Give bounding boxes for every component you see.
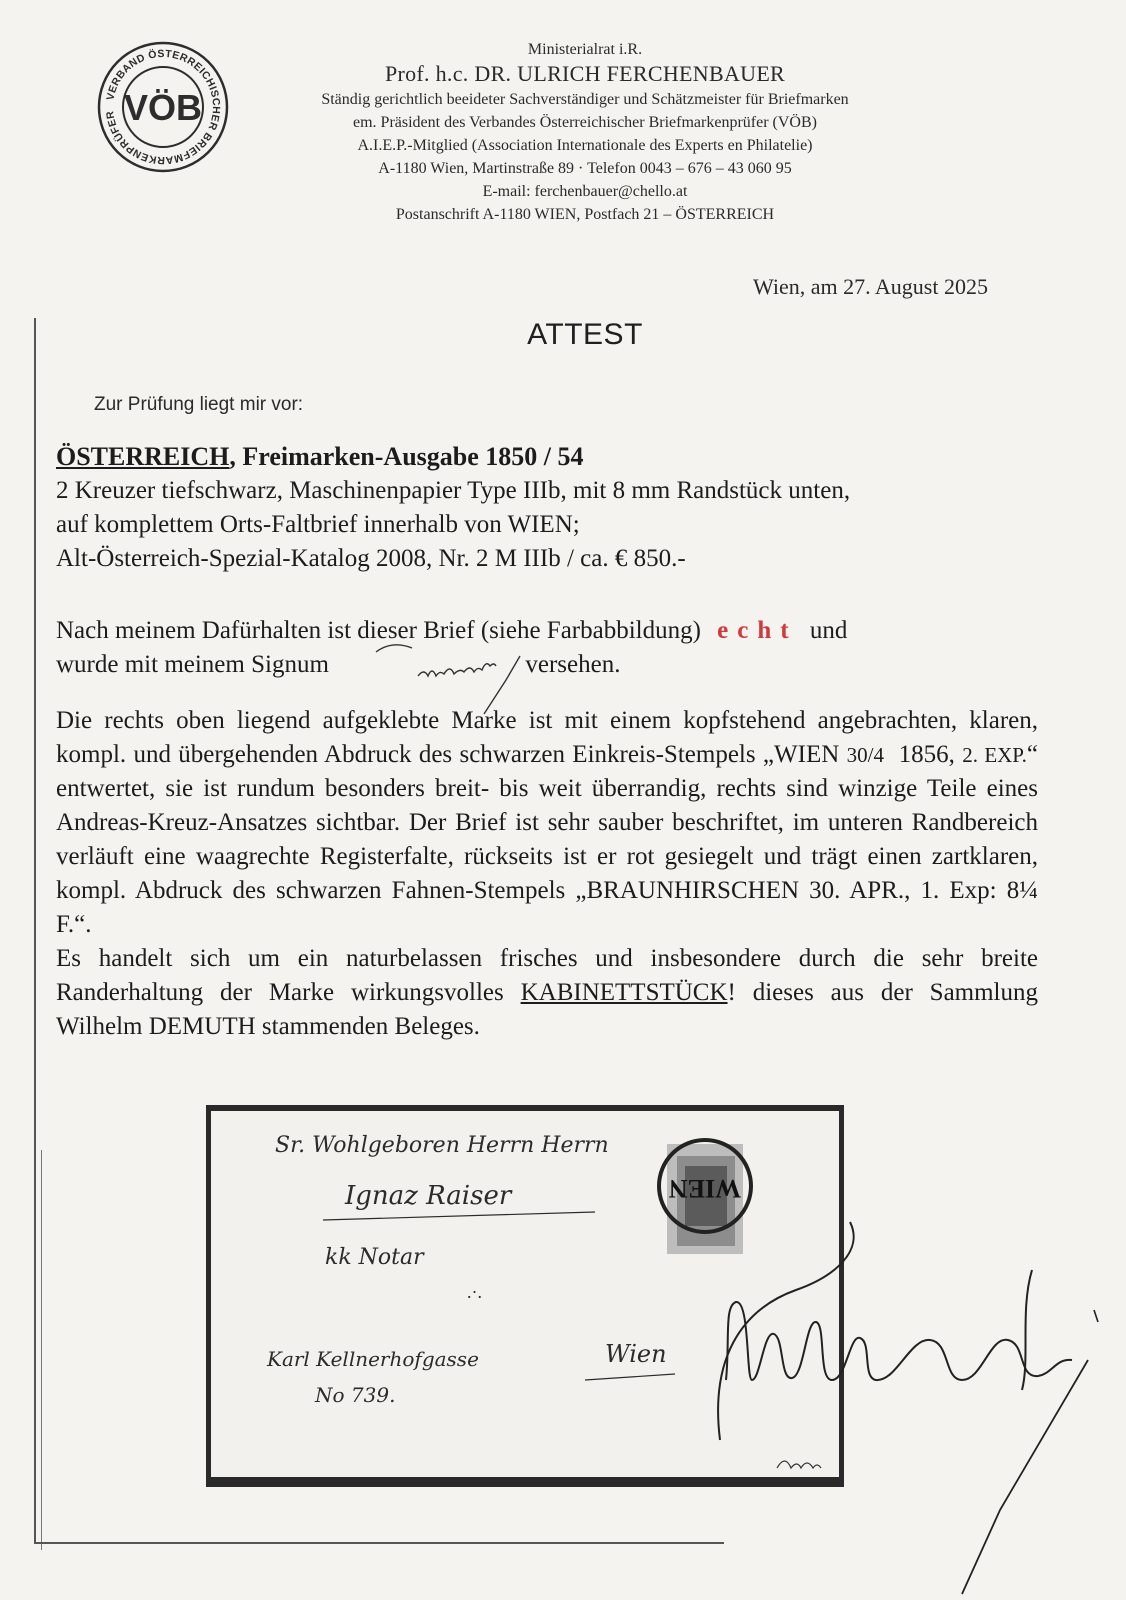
description-text: “ entwertet, sie ist rundum besonders breit- bis weit überrandig, rechts sind winzige Teile eines Andreas-Kreuz-Ansatzes sichtbar. Der Brief ist sehr sauber beschriftet, im unteren Randbereich verläuft eine waagrechte Registerfalte, rückseits ist er rot gesiegelt und trägt einen zartklaren, kompl. Abdruck des schwarzen Fahnen-Stempels „BRAUNHIRSCHEN 30. APR., 1. Exp: 8¼ F.“.	[56, 741, 1039, 938]
letterhead-email: E-mail: ferchenbauer@chello.at	[482, 183, 688, 200]
description-text: Die rechts oben liegend aufgeklebte Marke ist mit einem kopfstehend angebrachten, klaren, kompl. und übergehenden Abdruck des schwarzen Einkreis-Stempels „WIEN	[56, 707, 1038, 768]
stamp-date: 30/4	[846, 743, 884, 767]
address-city: Wien	[605, 1340, 667, 1368]
address-line3: kk Notar	[325, 1245, 424, 1270]
description-paragraph	[56, 704, 1038, 942]
verdict-text: und	[809, 617, 848, 644]
verdict-text: wurde mit meinem Signum	[56, 651, 329, 678]
item-line: 2 Kreuzer tiefschwarz, Maschinenpapier Type IIIb, mit 8 mm Randstück unten,	[56, 477, 851, 504]
letterhead-line: em. Präsident des Verbandes Österreichischer Briefmarkenprüfer (VÖB)	[353, 114, 817, 131]
expert-signature	[700, 1210, 1110, 1600]
item-issue: , Freimarken-Ausgabe 1850 / 54	[229, 442, 584, 471]
letterhead-address: A-1180 Wien, Martinstraße 89 · Telefon 0043 – 676 – 43 060 95	[378, 160, 792, 177]
left-rule	[34, 318, 36, 1543]
document-date: Wien, am 27. August 2025	[753, 274, 988, 299]
svg-text:.·.: .·.	[467, 1282, 482, 1302]
page-title: ATTEST	[527, 318, 643, 351]
voeb-seal-logo	[96, 40, 230, 174]
description-section	[56, 704, 1038, 1044]
description-text: ! dieses aus der Sammlung Wilhelm DEMUTH stammenden Beleges.	[56, 979, 1038, 1040]
item-title	[56, 440, 1046, 474]
svg-text:VERBAND ÖSTERREICHISCHER BRIEF: VERBAND ÖSTERREICHISCHER BRIEFMARKENPRÜFER	[104, 47, 223, 167]
address-line2: Ignaz Raiser	[345, 1181, 512, 1211]
left-rule-inner	[41, 1150, 42, 1550]
verdict-line	[56, 614, 1046, 648]
item-country: ÖSTERREICH	[56, 442, 230, 471]
highlight-kabinettstueck: KABINETTSTÜCK	[520, 979, 728, 1006]
address-line4: Karl Kellnerhofgasse	[267, 1347, 479, 1371]
item-section	[56, 440, 1046, 576]
item-catalog: Alt-Österreich-Spezial-Katalog 2008, Nr. 2 M IIIb / ca. € 850.-	[56, 545, 686, 572]
verdict-text: Nach meinem Dafürhalten ist dieser Brief (siehe Farbabbildung)	[56, 617, 701, 644]
verdict-line	[56, 648, 1046, 682]
letterhead-line: A.I.E.P.-Mitglied (Association Internationale des Experts en Philatelie)	[357, 137, 813, 154]
letterhead	[250, 40, 920, 226]
svg-text:WIEN: WIEN	[668, 1174, 742, 1203]
letterhead-title: Ministerialrat i.R.	[527, 41, 643, 58]
stamp-exp: 2. EXP.	[962, 743, 1027, 767]
item-line: auf komplettem Orts-Faltbrief innerhalb von WIEN;	[56, 511, 580, 538]
verdict-section	[56, 614, 1046, 682]
description-text: Es handelt sich um ein naturbelassen frisches und insbesondere durch die sehr breite Randerhaltung der Marke wirkungsvolles	[56, 945, 1038, 1006]
bottom-rule	[34, 1542, 724, 1544]
letterhead-line: Ständig gerichtlich beeideter Sachverständiger und Schätzmeister für Briefmarken	[321, 91, 849, 108]
verdict-echt: echt	[717, 617, 798, 644]
address-line5: No 739.	[315, 1383, 396, 1407]
description-paragraph	[56, 942, 1038, 1044]
stamp-year: 1856,	[898, 741, 955, 768]
letterhead-name: Prof. h.c. DR. ULRICH FERCHENBAUER	[384, 61, 786, 86]
letterhead-postal: Postanschrift A-1180 WIEN, Postfach 21 – ÖSTERREICH	[395, 206, 775, 223]
svg-text:VÖB: VÖB	[123, 87, 203, 128]
address-line1: Sr. Wohlgeboren Herrn Herrn	[275, 1133, 609, 1158]
verdict-text: versehen.	[525, 651, 621, 678]
intro-text: Zur Prüfung liegt mir vor:	[94, 394, 304, 415]
